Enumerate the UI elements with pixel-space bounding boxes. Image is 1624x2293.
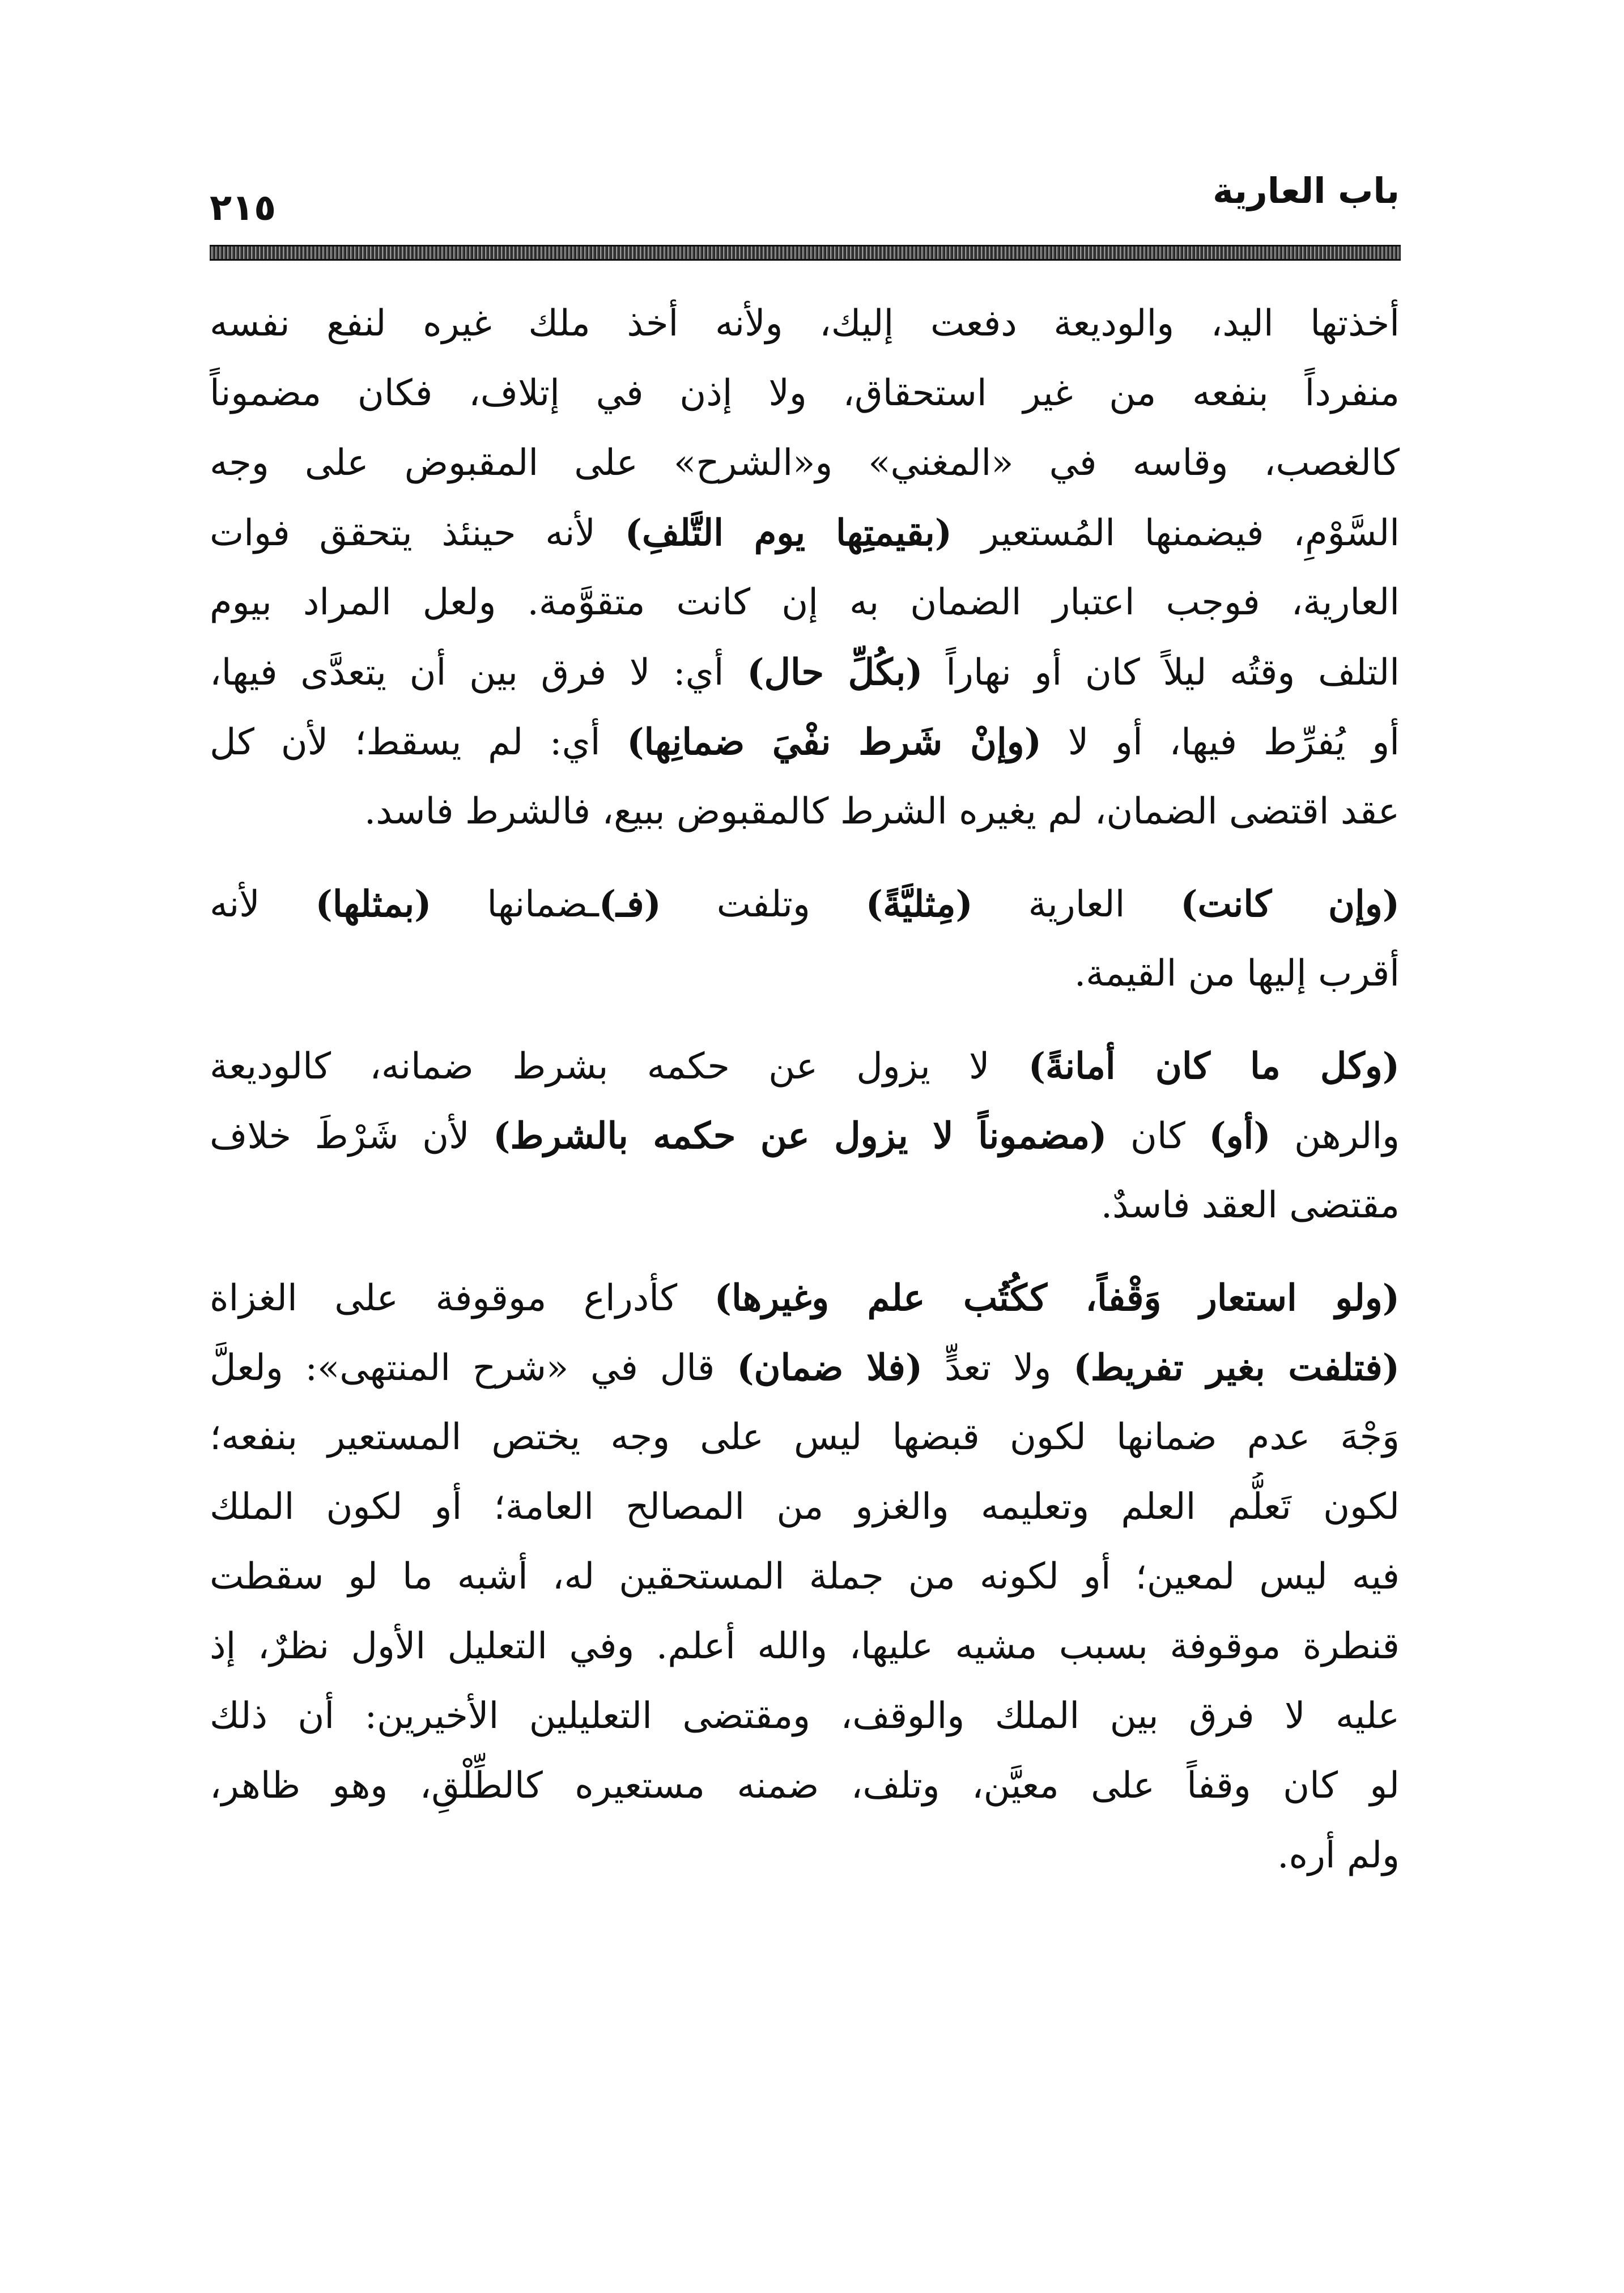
sharh-text: أخذتها اليد، والوديعة دفعت إليك، ولأنه أخذ ملك غيره لنفع نفسه [210, 303, 1400, 345]
sharh-text: أي: لم يسقط؛ لأن كل [210, 721, 627, 763]
paragraph [210, 1031, 1400, 1241]
text-line [210, 1031, 1400, 1101]
sharh-text: لكون تَعلُّم العلم وتعليمه والغزو من المصالح العامة؛ أو لكون الملك [210, 1486, 1400, 1528]
text-line [210, 1751, 1400, 1821]
bold-matn-text: (فـ) [598, 883, 661, 925]
sharh-text: أو يُفرِّط فيها، أو لا [1041, 721, 1400, 763]
text-line [210, 1681, 1400, 1751]
bold-matn-text: (فلا ضمان) [737, 1347, 923, 1389]
text-line [210, 1101, 1400, 1171]
sharh-text: منفرداً بنفعه من غير استحقاق، ولا إذن في إتلاف، فكان مضموناً [210, 372, 1400, 414]
sharh-text: فيه ليس لمعين؛ أو لكونه من جملة المستحقين له، أشبه ما لو سقطت [210, 1556, 1400, 1598]
text-line [210, 777, 1400, 847]
sharh-text: كأدراع موقوفة على الغزاة [210, 1277, 715, 1319]
sharh-text: وتلفت [661, 884, 866, 925]
text-line [210, 638, 1400, 707]
bold-matn-text: (مِثليَّةً) [865, 883, 973, 925]
sharh-text: العارية [972, 884, 1181, 925]
sharh-text: ولم أره. [1277, 1835, 1400, 1876]
sharh-text: ـضمانها [431, 884, 599, 925]
text-line [210, 1472, 1400, 1542]
text-line [210, 939, 1400, 1009]
sharh-text: ولا تعدٍّ [922, 1347, 1074, 1389]
sharh-text: لأنه حينئذ يتحقق فوات [210, 512, 625, 554]
sharh-text: عليه لا فرق بين الملك والوقف، ومقتضى التعليلين الأخيرين: أن ذلك [210, 1695, 1400, 1737]
chapter-title: باب العارية [1213, 170, 1400, 211]
sharh-text: عقد اقتضى الضمان، لم يغيره الشرط كالمقبوض ببيع، فالشرط فاسد. [364, 791, 1400, 833]
sharh-text: وَجْهَ عدم ضمانها لكون قبضها ليس على وجه يختص المستعير بنفعه؛ [210, 1416, 1400, 1458]
sharh-text: السَّوْمِ، فيضمنها المُستعير [952, 512, 1400, 554]
sharh-text: قال في «شرح المنتهى»: ولعلَّ [210, 1347, 737, 1389]
sharh-text: أقرب إليها من القيمة. [1074, 953, 1400, 995]
bold-matn-text: (مضموناً لا يزول عن حكمه بالشرط) [493, 1115, 1107, 1157]
text-line [210, 869, 1400, 939]
sharh-text: أي: لا فرق بين أن يتعدَّى فيها، [210, 652, 747, 694]
sharh-text: لأنه [210, 884, 316, 925]
bold-matn-text: (بمثلها) [315, 883, 432, 925]
sharh-text: العارية، فوجب اعتبار الضمان به إن كانت متقوَّمة. ولعل المراد بيوم [210, 581, 1400, 623]
sharh-text: كان [1107, 1115, 1209, 1157]
bold-matn-text: (ولو استعار وَقْفاً، ككُتُب علم وغيرها) [714, 1277, 1400, 1319]
bold-matn-text: (وكل ما كان أمانةً) [1028, 1045, 1400, 1088]
text-line [210, 1542, 1400, 1612]
text-line [210, 359, 1400, 428]
bold-matn-text: (وإنْ شَرط نفْيَ ضمانِها) [627, 721, 1041, 763]
text-line [210, 1821, 1400, 1891]
sharh-text: لأن شَرْطَ خلاف [210, 1115, 494, 1157]
text-line [210, 1333, 1400, 1403]
paragraph [210, 289, 1400, 847]
sharh-text: مقتضى العقد فاسدٌ. [1100, 1184, 1400, 1226]
bold-matn-text: (بقيمتِها يوم التَّلفِ) [624, 512, 953, 554]
bold-matn-text: (بكُلِّ حال) [747, 651, 923, 694]
text-line [210, 1263, 1400, 1333]
paragraph [210, 869, 1400, 1009]
text-line [210, 1171, 1400, 1241]
text-line [210, 1403, 1400, 1472]
page-number: ٢١٥ [210, 187, 277, 229]
text-line [210, 707, 1400, 777]
sharh-text: لا يزول عن حكمه بشرط ضمانه، كالوديعة [210, 1046, 1028, 1088]
text-line [210, 568, 1400, 638]
text-line [210, 1612, 1400, 1681]
page-header [210, 153, 1400, 232]
sharh-text: والرهن [1270, 1115, 1400, 1157]
bold-matn-text: (أو) [1209, 1115, 1271, 1157]
sharh-text: لو كان وقفاً على معيَّن، وتلف، ضمنه مستعيره كالطِّلْقِ، وهو ظاهر، [210, 1765, 1400, 1807]
main-text [210, 289, 1400, 1891]
bold-matn-text: (فتلفت بغير تفريط) [1073, 1347, 1400, 1389]
text-line [210, 289, 1400, 359]
bold-matn-text: (وإن كانت) [1180, 883, 1400, 925]
text-line [210, 498, 1400, 568]
text-line [210, 428, 1400, 498]
paragraph [210, 1263, 1400, 1891]
header-divider [210, 245, 1401, 261]
sharh-text: قنطرة موقوفة بسبب مشيه عليها، والله أعلم. وفي التعليل الأول نظرٌ، إذ [210, 1625, 1400, 1667]
sharh-text: كالغصب، وقاسه في «المغني» و«الشرح» على المقبوض على وجه [210, 442, 1400, 484]
sharh-text: التلف وقتُه ليلاً كان أو نهاراً [922, 652, 1400, 694]
